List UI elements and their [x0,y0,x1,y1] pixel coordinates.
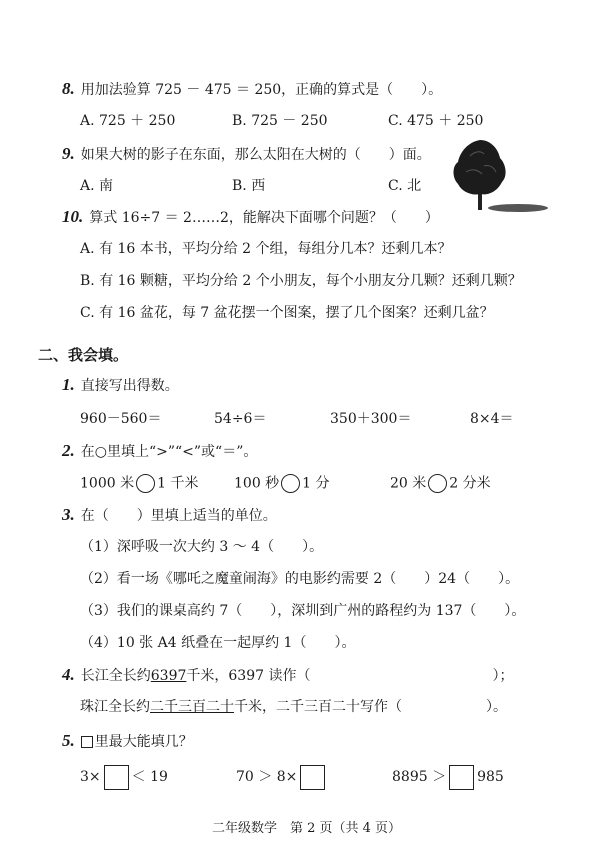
box-post: 985 [477,769,504,785]
calc-item[interactable]: 8×4＝ [470,411,514,427]
option-b[interactable]: B. 西 [232,178,266,194]
river-text-1-end[interactable]: 千米，6397 读作（ ）； [186,668,514,684]
question-text: 在○里填上“>”“<”或“＝”。 [80,444,258,460]
question-text: 里最大能填几？ [94,734,193,750]
box-item [392,764,504,790]
fill-question-2 [62,442,257,461]
unit-item[interactable]: （2）看一场《哪吒之魔童闹海》的电影约需要 2（ ）24（ ）。 [80,571,520,587]
compare-circle-blank[interactable] [428,474,447,493]
box-pre: 3× [80,769,101,785]
underlined-words: 二千三百二十 [150,699,234,715]
box-icon [81,736,93,748]
question-number: 1. [62,375,75,394]
question-number: 2. [62,441,75,460]
question-8 [62,80,442,99]
fill-question-4 [62,666,513,685]
unit-item[interactable]: （3）我们的课桌高约 7（ ），深圳到广州的路程约为 137（ ）。 [80,603,526,619]
section-title: 二、我会填。 [38,346,129,364]
answer-box[interactable] [300,765,325,790]
question-text: 如果大树的影子在东面，那么太阳在大树的（ ）面。 [80,147,431,163]
compare-item [80,474,198,493]
compare-item [234,474,330,493]
option-a[interactable]: A. 有 16 本书，平均分给 2 个组，每组分几本？还剩几本？ [80,241,452,257]
fill-question-1 [62,376,179,395]
fill-question-3 [62,506,277,525]
question-9 [62,145,431,164]
option-c[interactable]: C. 475 ＋ 250 [388,113,484,129]
box-pre: 8895 ＞ [392,769,447,785]
box-item [80,764,168,790]
question-number: 8. [62,79,75,98]
box-post: ＜ 19 [131,769,168,785]
compare-right: 2 分米 [449,475,491,492]
question-number: 9. [62,144,75,163]
page-footer: 二年级数学 第 2 页（共 4 页） [211,821,402,836]
calc-item[interactable]: 350＋300＝ [330,411,412,427]
river-line-2 [80,698,507,716]
calc-item[interactable]: 960－560＝ [80,411,162,427]
tree-icon [440,136,550,216]
compare-circle-blank[interactable] [136,474,155,493]
answer-box[interactable] [449,765,474,790]
calc-item[interactable]: 54÷6＝ [214,411,267,427]
question-text: 直接写出得数。 [80,378,179,394]
question-10 [62,208,439,227]
option-b[interactable]: B. 有 16 颗糖，平均分给 2 个小朋友，每个小朋友分几颗？还剩几颗？ [80,273,522,289]
question-text: 用加法验算 725 － 475 ＝ 250，正确的算式是（ ）。 [80,82,443,98]
unit-item[interactable]: （4）10 张 A4 纸叠在一起厚约 1（ ）。 [80,635,356,651]
river-text-2-end[interactable]: 千米，二千三百二十写作（ ）。 [234,699,507,715]
question-number: 3. [62,505,75,524]
fill-question-5 [62,732,193,751]
underlined-number: 6397 [150,668,187,684]
question-number: 5. [62,731,75,750]
question-number: 4. [62,665,75,684]
compare-right: 1 分 [302,475,330,492]
compare-left: 100 秒 [234,475,280,492]
option-a[interactable]: A. 南 [80,178,114,194]
question-text: 在（ ）里填上适当的单位。 [80,508,277,524]
compare-circle-blank[interactable] [281,474,300,493]
river-text-2: 珠江全长约 [80,699,150,715]
box-item [236,764,328,790]
option-a[interactable]: A. 725 ＋ 250 [80,113,176,129]
option-c[interactable]: C. 北 [388,178,422,194]
compare-left: 1000 米 [80,475,135,492]
option-b[interactable]: B. 725 － 250 [232,113,328,129]
answer-box[interactable] [104,765,129,790]
compare-item [390,474,491,493]
compare-left: 20 米 [390,475,427,492]
option-c[interactable]: C. 有 16 盆花，每 7 盆花摆一个图案，摆了几个图案？还剩几盆？ [80,305,494,321]
river-text-1: 长江全长约 [80,668,151,684]
unit-item[interactable]: （1）深呼吸一次大约 3 ～ 4（ ）。 [80,539,324,555]
compare-right: 1 千米 [157,475,199,492]
box-pre: 70 ＞ 8× [236,769,298,785]
question-number: 10. [62,207,84,226]
question-text: 算式 16÷7 ＝ 2……2，能解决下面哪个问题？（ ） [89,210,439,226]
